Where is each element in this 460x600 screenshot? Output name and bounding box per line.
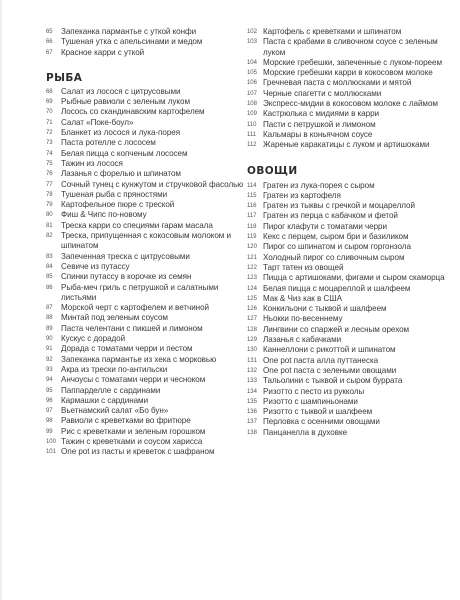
page-number: 100 [46, 438, 56, 445]
toc-entry [247, 253, 457, 263]
toc-entry [247, 222, 457, 232]
page-number: 74 [46, 150, 53, 157]
page-number: 136 [247, 409, 257, 416]
page-number: 88 [46, 315, 53, 322]
page-number: 131 [247, 357, 257, 364]
recipe-title: Жареные каракатицы с луком и артишоками [263, 140, 430, 150]
toc-entry [247, 181, 457, 191]
recipe-title: Лазанья с кабачками [263, 335, 342, 345]
toc-entry [46, 262, 246, 272]
toc-entry [247, 304, 457, 314]
page-number: 114 [247, 182, 257, 189]
page-number: 80 [46, 212, 53, 219]
recipe-title: Тажин с креветками и соусом харисса [61, 436, 203, 446]
toc-entry [46, 303, 246, 313]
toc-entry [247, 428, 457, 438]
page-number: 95 [46, 387, 53, 394]
page-number: 129 [247, 337, 257, 344]
toc-entry [46, 324, 246, 334]
page-number: 70 [46, 109, 53, 116]
page-number: 121 [247, 254, 257, 261]
toc-entry [247, 68, 457, 78]
toc-entry [247, 78, 457, 88]
recipe-title: Перловка с осенними овощами [263, 417, 380, 427]
recipe-title: Ньокки по-весеннему [263, 314, 343, 324]
recipe-title: Белая пицца с моцареллой и шалфеем [263, 283, 411, 293]
toc-entry [46, 37, 246, 47]
recipe-title: Картофель с креветками и шпинатом [263, 27, 402, 36]
recipe-title: Гратен из лука-порея с сыром [263, 180, 375, 190]
right-top-entries [247, 27, 457, 151]
page-number: 134 [247, 388, 257, 395]
section-heading-fish: РЫБА [46, 71, 83, 84]
recipe-title: Акра из трески по-антильски [61, 364, 168, 374]
toc-entry [46, 283, 246, 304]
toc-entry [46, 200, 246, 210]
page-number: 120 [247, 244, 257, 251]
toc-entry [247, 140, 457, 150]
toc-entry [46, 27, 246, 37]
page-number: 104 [247, 59, 257, 66]
toc-entry [46, 386, 246, 396]
toc-entry [46, 48, 246, 58]
toc-entry [247, 37, 457, 58]
toc-entry [46, 365, 246, 375]
toc-entry [46, 159, 246, 169]
toc-entry [247, 191, 457, 201]
toc-entry [247, 120, 457, 130]
recipe-title: Салат «Поке-боул» [61, 117, 134, 127]
page-number: 130 [247, 347, 257, 354]
recipe-title: Мак & Чиз как в США [263, 293, 342, 303]
recipe-title: Запеченная треска с цитрусовыми [61, 251, 190, 261]
page-number: 126 [247, 306, 257, 313]
recipe-title: Лазанья с форелью и шпинатом [61, 169, 181, 179]
toc-entry [247, 294, 457, 304]
page-number: 79 [46, 202, 53, 209]
toc-entry [247, 273, 457, 283]
page-number: 83 [46, 253, 53, 260]
page-number: 77 [46, 181, 53, 188]
toc-entry [247, 263, 457, 273]
recipe-title: Спинки путассу в корочке из семян [61, 272, 192, 282]
page-number: 68 [46, 88, 53, 95]
page-number: 94 [46, 377, 53, 384]
recipe-title: Рис с креветками и зеленым горошком [61, 426, 206, 436]
recipe-title: Гречневая паста с моллюсками и мятой [263, 78, 412, 88]
toc-entry [247, 335, 457, 345]
left-column [46, 27, 246, 458]
recipe-title: Салат из лосося с цитрусовыми [61, 86, 181, 96]
toc-entry [247, 99, 457, 109]
recipe-title: Черные спагетти с моллюсками [263, 88, 382, 98]
toc-entry [46, 210, 246, 220]
toc-entry [46, 396, 246, 406]
toc-entry [247, 89, 457, 99]
page-number: 132 [247, 367, 257, 374]
page-number: 98 [46, 418, 53, 425]
page-number: 81 [46, 222, 53, 229]
recipe-title: Белая пицца с копченым лососем [61, 148, 188, 158]
toc-entry [247, 356, 457, 366]
page-number: 125 [247, 295, 257, 302]
toc-entry [46, 97, 246, 107]
recipe-title: Конкильони с тыквой и шалфеем [263, 304, 387, 314]
toc-entry [46, 118, 246, 128]
recipe-title: Гратен из тыквы с гречкой и моцареллой [263, 201, 415, 211]
page-number: 91 [46, 346, 53, 353]
recipe-title: Треска, припущенная с кокосовым молоком и шпинатом [61, 231, 231, 251]
page-number: 117 [247, 213, 257, 220]
recipe-title: Равиоли с креветками во фритюре [61, 416, 191, 426]
recipe-title: Морской черт с картофелем и ветчиной [61, 303, 210, 313]
toc-entry [46, 355, 246, 365]
page-number: 66 [46, 39, 53, 46]
recipe-title: Дорада с томатами черри и пестом [61, 344, 193, 354]
page-number: 112 [247, 142, 257, 149]
toc-entry [46, 313, 246, 323]
recipe-title: Лингвини со спаржей и лесным орехом [263, 324, 410, 334]
page-number: 128 [247, 326, 257, 333]
page-number: 111 [247, 131, 256, 138]
recipe-title: Севиче из путассу [61, 261, 130, 271]
recipe-title: Вьетнамский салат «Бо бун» [61, 406, 169, 416]
page-number: 72 [46, 130, 53, 137]
page-number: 76 [46, 171, 53, 178]
toc-entry [247, 201, 457, 211]
toc-entry [247, 407, 457, 417]
page-number: 90 [46, 336, 53, 343]
page-number: 135 [247, 398, 257, 405]
recipe-title: Пасти с петрушкой и лимоном [263, 119, 376, 129]
page-number: 115 [247, 192, 257, 199]
page-number: 69 [46, 99, 53, 106]
recipe-title: Кармашки с сардинами [61, 395, 149, 405]
page-number: 101 [46, 449, 56, 456]
page-number: 133 [247, 378, 257, 385]
page-number: 105 [247, 70, 257, 77]
page-number: 137 [247, 419, 257, 426]
toc-entry [247, 27, 457, 37]
toc-entry [247, 242, 457, 252]
toc-entry [46, 221, 246, 231]
page-number: 99 [46, 428, 53, 435]
toc-entry [46, 427, 246, 437]
page-number: 127 [247, 316, 257, 323]
toc-entry [247, 130, 457, 140]
recipe-title: Кускус с дорадой [61, 334, 126, 344]
recipe-title: Паппарделле с сардинами [61, 385, 161, 395]
page-number: 75 [46, 160, 53, 167]
toc-entry [247, 345, 457, 355]
left-top-entries [46, 27, 246, 58]
recipe-title: Бланкет из лосося и лука-порея [61, 128, 181, 138]
toc-entry [46, 344, 246, 354]
toc-entry [247, 366, 457, 376]
page-number: 108 [247, 101, 257, 108]
recipe-title: Рыба-меч гриль с петрушкой и салатными листьями [61, 282, 219, 302]
recipe-title: Паста ротелле с лососем [61, 138, 156, 148]
recipe-title: Треска карри со специями гарам масала [61, 220, 213, 230]
recipe-title: Анчоусы с томатами черри и чесноком [61, 375, 206, 385]
recipe-title: Запеканка пармантье с уткой конфи [61, 27, 197, 36]
recipe-title: Тажин из лосося [61, 158, 123, 168]
recipe-title: Панцанелла в духовке [263, 427, 348, 437]
toc-entry [46, 138, 246, 148]
recipe-title: Каннеллони с рикоттой и шпинатом [263, 345, 396, 355]
recipe-title: Морские гребешки карри в кокосовом молоке [263, 68, 433, 78]
toc-entry [46, 149, 246, 159]
recipe-title: Ризотто с песто из рукколы [263, 386, 365, 396]
section-heading-vegetables: ОВОЩИ [247, 164, 298, 177]
page-number: 119 [247, 234, 257, 241]
toc-entry [46, 231, 246, 252]
toc-entry [247, 397, 457, 407]
recipe-title: One pot паста с зелеными овощами [263, 365, 397, 375]
toc-entry [46, 128, 246, 138]
toc-entry [46, 416, 246, 426]
page-number: 92 [46, 356, 53, 363]
page-number: 89 [46, 325, 53, 332]
fish-entries [46, 87, 246, 458]
page-number: 84 [46, 263, 53, 270]
recipe-title: Холодный пирог со сливочным сыром [263, 252, 405, 262]
page-number: 71 [46, 119, 53, 126]
page-edge [0, 0, 3, 600]
page-number: 102 [247, 29, 257, 35]
page-number: 93 [46, 366, 53, 373]
page-number: 65 [46, 29, 53, 35]
toc-entry [46, 180, 246, 190]
toc-entry [247, 211, 457, 221]
recipe-title: Кальмары в коньячном соусе [263, 129, 373, 139]
toc-entry [247, 58, 457, 68]
page-number: 67 [46, 49, 53, 56]
recipe-title: Кекс с перцем, сыром бри и базиликом [263, 232, 409, 242]
recipe-title: Тарт татен из овощей [263, 262, 344, 272]
page-number: 86 [46, 284, 53, 291]
page-number: 138 [247, 429, 257, 436]
page-number: 123 [247, 275, 257, 282]
page-number: 85 [46, 274, 53, 281]
page-number: 106 [247, 80, 257, 87]
recipe-title: Пицца с артишоками, фигами и сыром скаморца [263, 273, 445, 283]
recipe-title: One pot из пасты и креветок с шафраном [61, 447, 215, 457]
toc-entry [247, 232, 457, 242]
recipe-title: Картофельное пюре с треской [61, 200, 175, 210]
toc-entry [46, 406, 246, 416]
toc-entry [46, 87, 246, 97]
recipe-title: Паста с крабами в сливочном соусе с зеленым луком [263, 37, 438, 57]
page-number: 122 [247, 264, 257, 271]
toc-entry [46, 190, 246, 200]
right-column [247, 27, 457, 438]
page-number: 110 [247, 121, 257, 128]
toc-entry [247, 417, 457, 427]
recipe-title: Рыбные равиоли с зеленым луком [61, 97, 190, 107]
toc-entry [247, 284, 457, 294]
toc-entry [46, 447, 246, 457]
recipe-title: Тальолини с тыквой и сыром буррата [263, 376, 403, 386]
toc-entry [247, 387, 457, 397]
page-number: 82 [46, 233, 53, 240]
page-number: 118 [247, 223, 257, 230]
toc-entry [46, 107, 246, 117]
recipe-title: Сочный тунец с кунжутом и стручковой фасолью [61, 179, 244, 189]
page-number: 96 [46, 397, 53, 404]
recipe-title: Экспресс-мидии в кокосовом молоке с лаймом [263, 99, 438, 109]
recipe-title: Морские гребешки, запеченные с луком-пореем [263, 57, 442, 67]
recipe-title: Запеканка пармантье из хека с морковью [61, 354, 217, 364]
page-number: 87 [46, 305, 53, 312]
recipe-title: Фиш & Чипс по-новому [61, 210, 147, 220]
toc-entry [46, 169, 246, 179]
recipe-title: Кастрюлька с мидиями в карри [263, 109, 380, 119]
recipe-title: Ризотто с шампиньонами [263, 396, 358, 406]
recipe-title: Тушеная утка с апельсинами и медом [61, 37, 203, 47]
toc-entry [46, 252, 246, 262]
toc-entry [46, 375, 246, 385]
toc-entry [247, 109, 457, 119]
page-number: 109 [247, 111, 257, 118]
recipe-title: Гратен из перца с кабачком и фетой [263, 211, 398, 221]
toc-entry [247, 376, 457, 386]
toc-entry [46, 437, 246, 447]
toc-entry [46, 334, 246, 344]
recipe-title: Лосось со скандинавским картофелем [61, 107, 205, 117]
recipe-title: Минтай под зеленым соусом [61, 313, 168, 323]
toc-entry [247, 314, 457, 324]
recipe-title: Пирог со шпинатом и сыром горгонзола [263, 242, 411, 252]
page-number: 103 [247, 39, 257, 46]
page-number: 73 [46, 140, 53, 147]
vegetable-entries [247, 181, 457, 438]
recipe-title: Гратен из картофеля [263, 190, 341, 200]
recipe-title: Ризотто с тыквой и шалфеем [263, 407, 373, 417]
recipe-title: Паста челентани с пикшей и лимоном [61, 323, 203, 333]
page-number: 78 [46, 191, 53, 198]
toc-entry [46, 272, 246, 282]
recipe-title: Пирог клафути с томатами черри [263, 221, 387, 231]
page-number: 124 [247, 285, 257, 292]
page-number: 107 [247, 90, 257, 97]
page-number: 97 [46, 408, 53, 415]
toc-entry [247, 325, 457, 335]
recipe-title: Тушеная рыба с пряностями [61, 189, 168, 199]
recipe-title: One pot паста алла путтанеска [263, 355, 379, 365]
recipe-title: Красное карри с уткой [61, 47, 145, 57]
page-number: 116 [247, 203, 257, 210]
